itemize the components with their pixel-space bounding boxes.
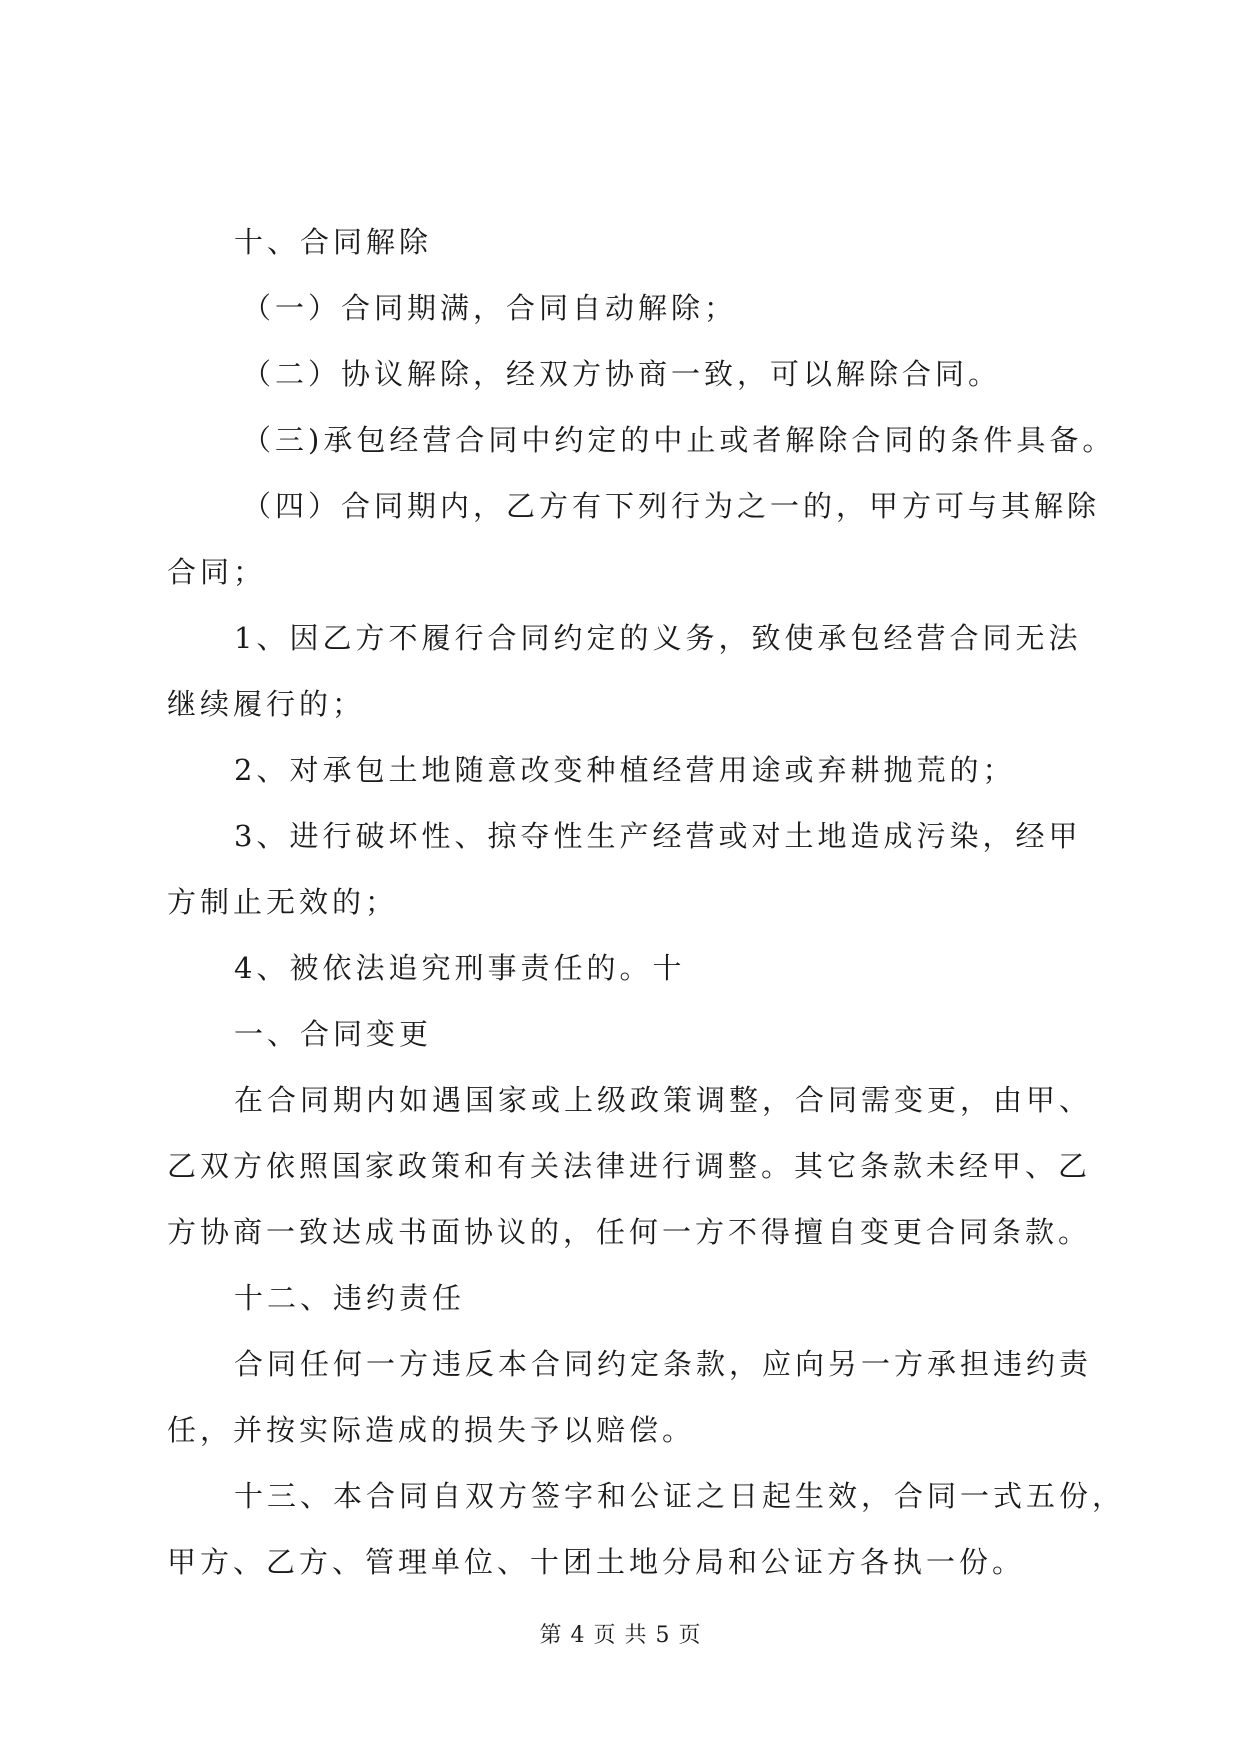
paragraph-text-continuation: 甲方、乙方、管理单位、十团土地分局和公证方各执一份。: [167, 1545, 1026, 1579]
paragraph-text-continuation: 任，并按实际造成的损失予以赔偿。: [167, 1413, 696, 1447]
clause-item: 2、对承包土地随意改变种植经营用途或弃耕抛荒的；: [234, 753, 1016, 787]
clause-text: （二）协议解除，经双方协商一致，可以解除合同。: [242, 357, 1002, 391]
clause-item: 3、进行破坏性、掠夺性生产经营或对土地造成污染，经甲: [234, 819, 1082, 853]
paragraph-text: 十三、本合同自双方签字和公证之日起生效，合同一式五份，: [234, 1479, 1126, 1513]
section-heading-change: 一、合同变更: [234, 1017, 433, 1051]
clause-text-continuation: 继续履行的；: [167, 687, 366, 721]
section-heading-termination: 十、合同解除: [234, 225, 433, 259]
paragraph-text: 合同任何一方违反本合同约定条款，应向另一方承担违约责: [234, 1347, 1093, 1381]
clause-item: 1、因乙方不履行合同约定的义务，致使承包经营合同无法: [234, 621, 1082, 655]
page-number-footer: 第 4 页 共 5 页: [539, 1623, 702, 1648]
clause-text: （四）合同期内，乙方有下列行为之一的，甲方可与其解除: [242, 489, 1101, 523]
clause-text-continuation: 合同；: [167, 555, 267, 589]
paragraph-text-continuation: 方协商一致达成书面协议的，任何一方不得擅自变更合同条款。: [167, 1215, 1092, 1249]
clause-text: （一）合同期满，合同自动解除；: [242, 291, 738, 325]
document-body: [167, 225, 1126, 1611]
paragraph-text: 在合同期内如遇国家或上级政策调整，合同需变更，由甲、: [234, 1083, 1093, 1117]
clause-text-continuation: 方制止无效的；: [167, 885, 399, 919]
section-heading-liability: 十二、违约责任: [234, 1281, 466, 1315]
clause-item: 4、被依法追究刑事责任的。十: [234, 951, 686, 985]
paragraph-text-continuation: 乙双方依照国家政策和有关法律进行调整。其它条款未经甲、乙: [167, 1149, 1092, 1183]
clause-text: （三)承包经营合同中约定的中止或者解除合同的条件具备。: [242, 423, 1116, 457]
